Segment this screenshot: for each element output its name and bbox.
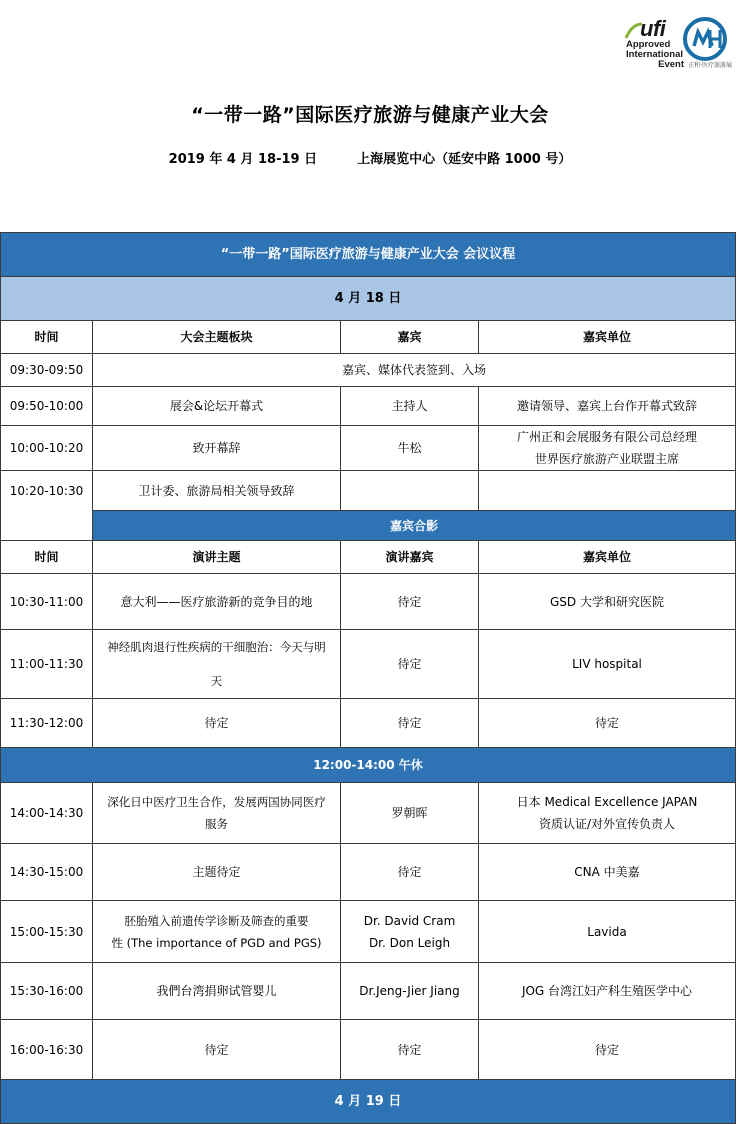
row-time: 11:30-12:00 [1, 699, 93, 748]
row-time: 10:00-10:20 [1, 426, 93, 471]
row-guest: 待定 [341, 699, 479, 748]
topic-line: 胚胎殖入前遗传学诊断及筛查的重要 [124, 913, 309, 928]
row-org: Lavida [479, 901, 736, 963]
photo-row [1, 511, 736, 541]
table-row [1, 630, 736, 699]
row-topic: 嘉宾、媒体代表签到、入场 [93, 354, 736, 387]
col-header-org: 嘉宾单位 [479, 541, 736, 574]
topic-line: 深化日中医疗卫生合作，发展两国协同医疗 [107, 795, 326, 809]
table-row [1, 901, 736, 963]
row-time: 14:00-14:30 [1, 783, 93, 844]
ufi-line-2: International [626, 49, 684, 60]
day1-header: 4 月 18 日 [1, 277, 736, 321]
table-row [1, 354, 736, 387]
col-header-speech-topic: 演讲主题 [93, 541, 341, 574]
group-photo-header: 嘉宾合影 [93, 511, 736, 541]
agenda-banner-row [1, 233, 736, 277]
row-time: 09:50-10:00 [1, 387, 93, 426]
row-org: 待定 [479, 699, 736, 748]
row-org [479, 783, 736, 844]
row-topic: 我們台湾捐卵试管婴儿 [93, 963, 341, 1020]
row-topic [93, 783, 341, 844]
logo-caption: 正和·医疗旅游展 [688, 62, 732, 69]
row-org: JOG 台湾江妇产科生殖医学中心 [479, 963, 736, 1020]
row-guest: 牛松 [341, 426, 479, 471]
lunch-break: 12:00-14:00 午休 [1, 748, 736, 783]
table-row [1, 471, 736, 511]
org-line: 日本 Medical Excellence JAPAN [516, 795, 698, 809]
col-header-org: 嘉宾单位 [479, 321, 736, 354]
row-guest: 待定 [341, 574, 479, 630]
org-line: 资质认证/对外宣传负责人 [538, 817, 676, 831]
event-venue: 上海展览中心（延安中路 1000 号） [357, 152, 572, 167]
guest-line: Dr. Don Leigh [368, 935, 451, 950]
event-date: 2019 年 4 月 18-19 日 [168, 152, 318, 167]
row-time: 15:30-16:00 [1, 963, 93, 1020]
ufi-line-3: Event [658, 59, 684, 70]
row-time: 10:20-10:30 [1, 471, 93, 541]
row-guest: 待定 [341, 844, 479, 901]
table-row [1, 844, 736, 901]
row-time: 16:00-16:30 [1, 1020, 93, 1080]
day1-row [1, 277, 736, 321]
row-topic: 卫计委、旅游局相关领导致辞 [93, 471, 341, 511]
row-org: GSD 大学和研究医院 [479, 574, 736, 630]
lunch-row [1, 748, 736, 783]
table-row [1, 574, 736, 630]
row-guest: 待定 [341, 630, 479, 699]
topic-line: 神经肌肉退行性疾病的干细胞治：今天与明 [107, 640, 326, 654]
row-topic [93, 630, 341, 699]
row-topic: 致开幕辞 [93, 426, 341, 471]
ufi-swoosh-icon [624, 22, 644, 40]
row-guest: 主持人 [341, 387, 479, 426]
row-time: 10:30-11:00 [1, 574, 93, 630]
row-org: LIV hospital [479, 630, 736, 699]
row-guest: Dr.Jeng-Jier Jiang [341, 963, 479, 1020]
col-header-time: 时间 [1, 321, 93, 354]
table-row [1, 783, 736, 844]
row-org [479, 471, 736, 511]
event-subtitle [0, 148, 740, 167]
row-topic [93, 901, 341, 963]
row-org: CNA 中美嘉 [479, 844, 736, 901]
table-row [1, 963, 736, 1020]
row-topic: 待定 [93, 1020, 341, 1080]
row-topic: 主题待定 [93, 844, 341, 901]
ufi-line-1: Approved [626, 39, 671, 50]
row-guest: 罗朝晖 [341, 783, 479, 844]
table-row [1, 699, 736, 748]
agenda-table [0, 232, 736, 1124]
col-header-topic: 大会主题板块 [93, 321, 341, 354]
topic-line: 服务 [205, 817, 228, 831]
guest-line: Dr. David Cram [363, 913, 456, 928]
table-row [1, 1020, 736, 1080]
row-guest [341, 471, 479, 511]
day2-header: 4 月 19 日 [1, 1080, 736, 1124]
row-guest: 待定 [341, 1020, 479, 1080]
column-header-row [1, 321, 736, 354]
logo-block [616, 16, 732, 72]
day2-row [1, 1080, 736, 1124]
col-header-time: 时间 [1, 541, 93, 574]
row-org [479, 426, 736, 471]
ufi-word: ufi [640, 16, 666, 41]
topic-line: 性 (The importance of PGD and PGS) [111, 935, 322, 950]
row-time: 14:30-15:00 [1, 844, 93, 901]
row-time: 09:30-09:50 [1, 354, 93, 387]
row-time: 11:00-11:30 [1, 630, 93, 699]
col-header-guest: 嘉宾 [341, 321, 479, 354]
medical-tourism-logo-icon [682, 16, 728, 62]
table-row [1, 426, 736, 471]
row-topic: 待定 [93, 699, 341, 748]
agenda-banner: “一带一路”国际医疗旅游与健康产业大会 会议议程 [1, 233, 736, 277]
row-time: 15:00-15:30 [1, 901, 93, 963]
row-topic: 意大利——医疗旅游新的竞争目的地 [93, 574, 341, 630]
table-row [1, 387, 736, 426]
ufi-logo [626, 18, 684, 70]
org-line: 广州正和会展服务有限公司总经理 [516, 430, 697, 444]
page-title: “一带一路”国际医疗旅游与健康产业大会 [191, 104, 549, 126]
row-org: 待定 [479, 1020, 736, 1080]
column-header-row [1, 541, 736, 574]
org-line: 世界医疗旅游产业联盟主席 [534, 452, 679, 466]
topic-line: 天 [210, 674, 223, 688]
row-guest [341, 901, 479, 963]
row-topic: 展会&论坛开幕式 [93, 387, 341, 426]
row-org: 邀请领导、嘉宾上台作开幕式致辞 [479, 387, 736, 426]
col-header-speaker: 演讲嘉宾 [341, 541, 479, 574]
